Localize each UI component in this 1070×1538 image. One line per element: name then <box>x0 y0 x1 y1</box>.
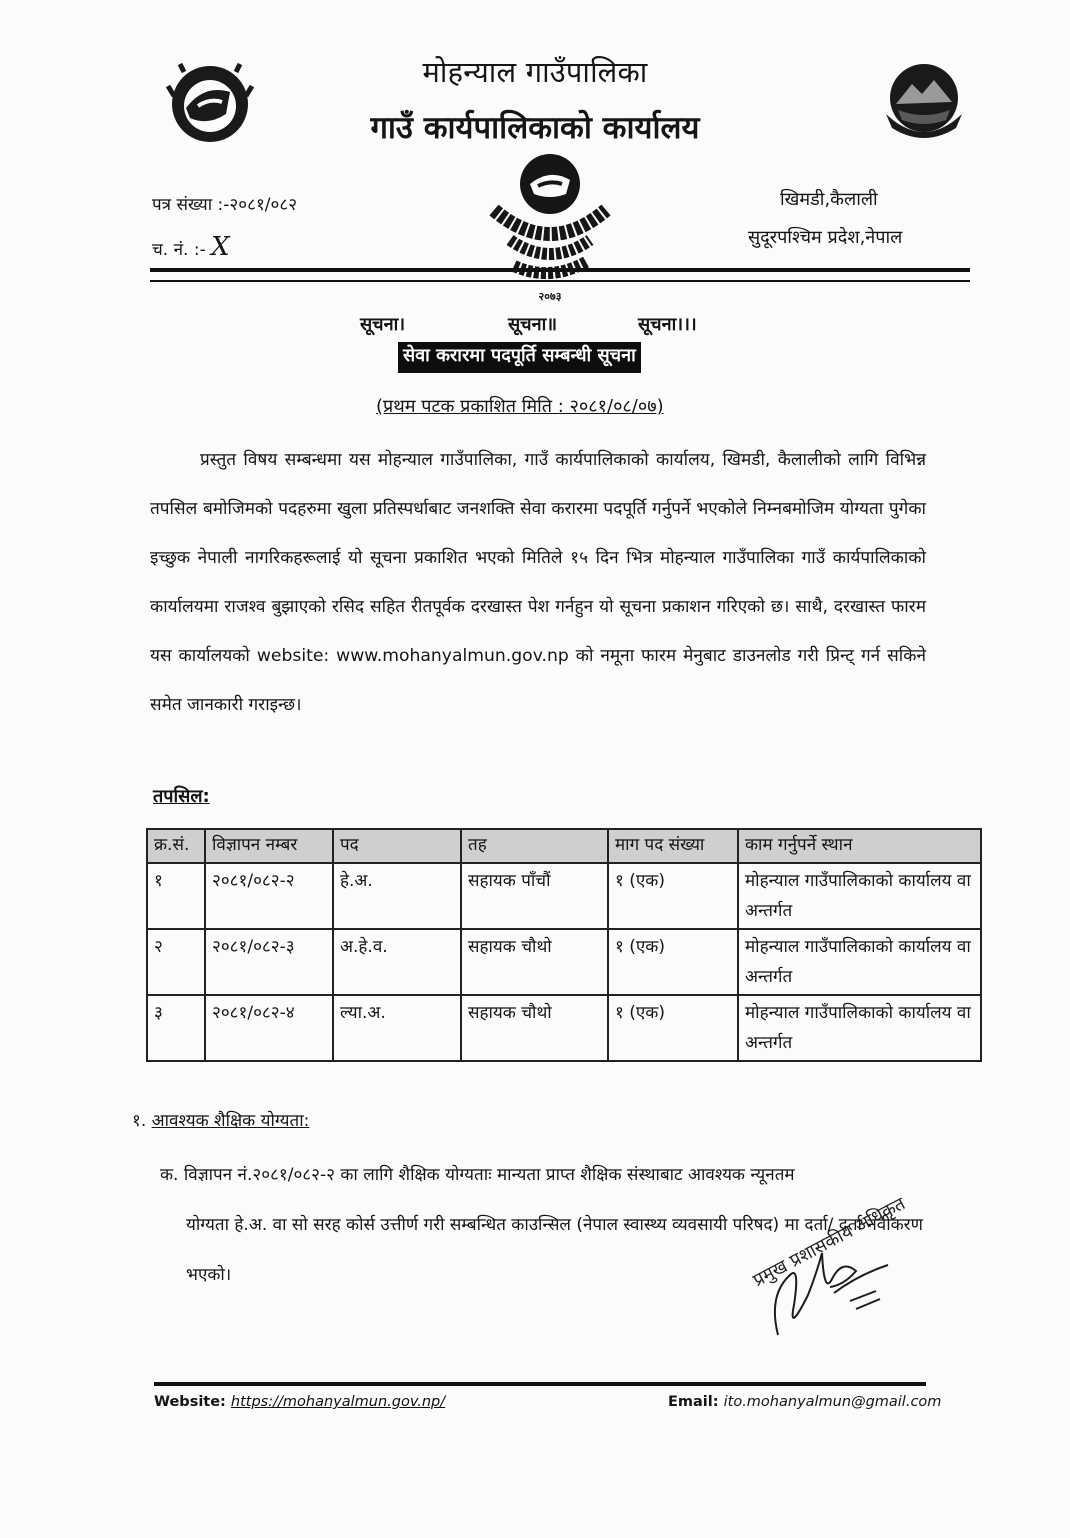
header-divider <box>150 268 970 282</box>
column-header-location: काम गर्नुपर्ने स्थान <box>738 829 981 863</box>
cell-ad-number: २०८१/०८२-४ <box>205 995 333 1061</box>
table-row <box>147 863 981 929</box>
column-header-count: माग पद संख्या <box>608 829 738 863</box>
qualification-item-rest: योग्यता हे.अ. वा सो सरह कोर्स उत्तीर्ण गरी सम्बन्धित काउन्सिल (नेपाल स्वास्थ्य व्यवसायी परिषद) मा दर्ता/ दर्ता नवीकरण भएको। <box>186 1215 923 1285</box>
footer-website <box>154 1394 445 1410</box>
notice-label-2: सूचना॥ <box>508 314 558 335</box>
column-header-post: पद <box>333 829 461 863</box>
cell-level: सहायक चौथो <box>461 929 608 995</box>
cell-post: ल्या.अ. <box>333 995 461 1061</box>
notice-label-1: सूचना। <box>360 314 406 335</box>
reference-label: पत्र संख्या :- <box>152 195 230 215</box>
body-paragraph-text: प्रस्तुत विषय सम्बन्धमा यस मोहन्याल गाउँपालिका, गाउँ कार्यपालिकाको कार्यालय, खिमडी, कैलालीको लागि विभिन्न तपसिल बमोजिमको पदहरुमा खुला प्रतिस्पर्धाबाट जनशक्ति सेवा करारमा पदपूर्ति गर्नुपर्ने भएकोले निम्नबमोजिम योग्यता पुगेका इच्छुक नेपाली नागरिकहरूलाई यो सूचना प्रकाशित भएको मितिले १५ दिन भित्र मोहन्याल गाउँपालिका गाउँ कार्यपालिकाको कार्यालयमा राजश्व बुझाएको रसिद सहित रीतपूर्वक दरखास्त पेश गर्नहुन यो सूचना प्रकाशन गरिएको छ। साथै, दरखास्त फारम यस कार्यालयको website: www.mohanyalmun.gov.np को नमूना फारम मेनुबाट डाउनलोड गरी प्रिन्ट् गर्न सकिने समेत जानकारी गराइन्छ। <box>150 450 926 715</box>
table-header-row <box>147 829 981 863</box>
cell-ad-number: २०८१/०८२-२ <box>205 863 333 929</box>
website-label: Website: <box>154 1394 226 1410</box>
cell-count: १ (एक) <box>608 995 738 1061</box>
dispatch-value: X <box>211 232 230 262</box>
reference-number <box>152 192 297 215</box>
reference-value: २०८१/०८२ <box>229 195 298 215</box>
column-header-ad-number: विज्ञापन नम्बर <box>205 829 333 863</box>
cell-sn: ३ <box>147 995 205 1061</box>
email-value[interactable]: ito.mohanyalmun@gmail.com <box>723 1394 942 1410</box>
cell-post: हे.अ. <box>333 863 461 929</box>
notice-subject: सेवा करारमा पदपूर्ति सम्बन्धी सूचना <box>398 342 641 373</box>
column-header-sn: क्र.सं. <box>147 829 205 863</box>
footer-divider <box>154 1382 926 1386</box>
body-paragraph <box>150 436 926 730</box>
office-name: गाउँ कार्यपालिकाको कार्यालय <box>370 110 700 146</box>
published-date: (प्रथम पटक प्रकाशित मिति : २०८१/०८/०७) <box>376 396 664 417</box>
website-link[interactable]: https://mohanyalmun.gov.np/ <box>230 1394 446 1410</box>
table-row <box>147 929 981 995</box>
dispatch-label: च. नं. :- <box>152 240 206 260</box>
cell-location: मोहन्याल गाउँपालिकाको कार्यालय वा अन्तर्गत <box>738 863 981 929</box>
cell-count: १ (एक) <box>608 929 738 995</box>
schedule-heading: तपसिल: <box>153 786 210 807</box>
footer-email <box>668 1394 941 1410</box>
qualification-title: आवश्यक शैक्षिक योग्यता: <box>151 1111 310 1131</box>
cell-level: सहायक पाँचौं <box>461 863 608 929</box>
signatory-title: प्रमुख प्रशासकीय अधिकृत <box>749 1193 909 1292</box>
address-district: खिमडी,कैलाली <box>780 189 878 210</box>
cell-count: १ (एक) <box>608 863 738 929</box>
seal-year: २०७३ <box>538 290 562 303</box>
cell-location: मोहन्याल गाउँपालिकाको कार्यालय वा अन्तर्गत <box>738 929 981 995</box>
column-header-level: तह <box>461 829 608 863</box>
table-row <box>147 995 981 1061</box>
cell-level: सहायक चौथो <box>461 995 608 1061</box>
vacancy-table <box>146 828 982 1062</box>
notice-label-3: सूचना।।। <box>638 314 697 335</box>
cell-ad-number: २०८१/०८२-३ <box>205 929 333 995</box>
dispatch-number <box>152 232 230 262</box>
address-province: सुदूरपश्चिम प्रदेश,नेपाल <box>748 227 903 248</box>
cell-location: मोहन्याल गाउँपालिकाको कार्यालय वा अन्तर्गत <box>738 995 981 1061</box>
organization-name: मोहन्याल गाउँपालिका <box>422 55 648 89</box>
qualification-number: १. <box>132 1111 147 1131</box>
cell-post: अ.हे.व. <box>333 929 461 995</box>
email-label: Email: <box>668 1394 719 1410</box>
office-seal <box>486 148 614 306</box>
qualification-item-first-line: क. विज्ञापन नं.२०८१/०८२-२ का लागि शैक्षिक योग्यताः मान्यता प्राप्त शैक्षिक संस्थाबाट आवश्यक न्यूनतम <box>160 1165 795 1185</box>
qualification-heading <box>132 1108 309 1131</box>
cell-sn: १ <box>147 863 205 929</box>
signature-mark <box>738 1235 958 1365</box>
cell-sn: २ <box>147 929 205 995</box>
